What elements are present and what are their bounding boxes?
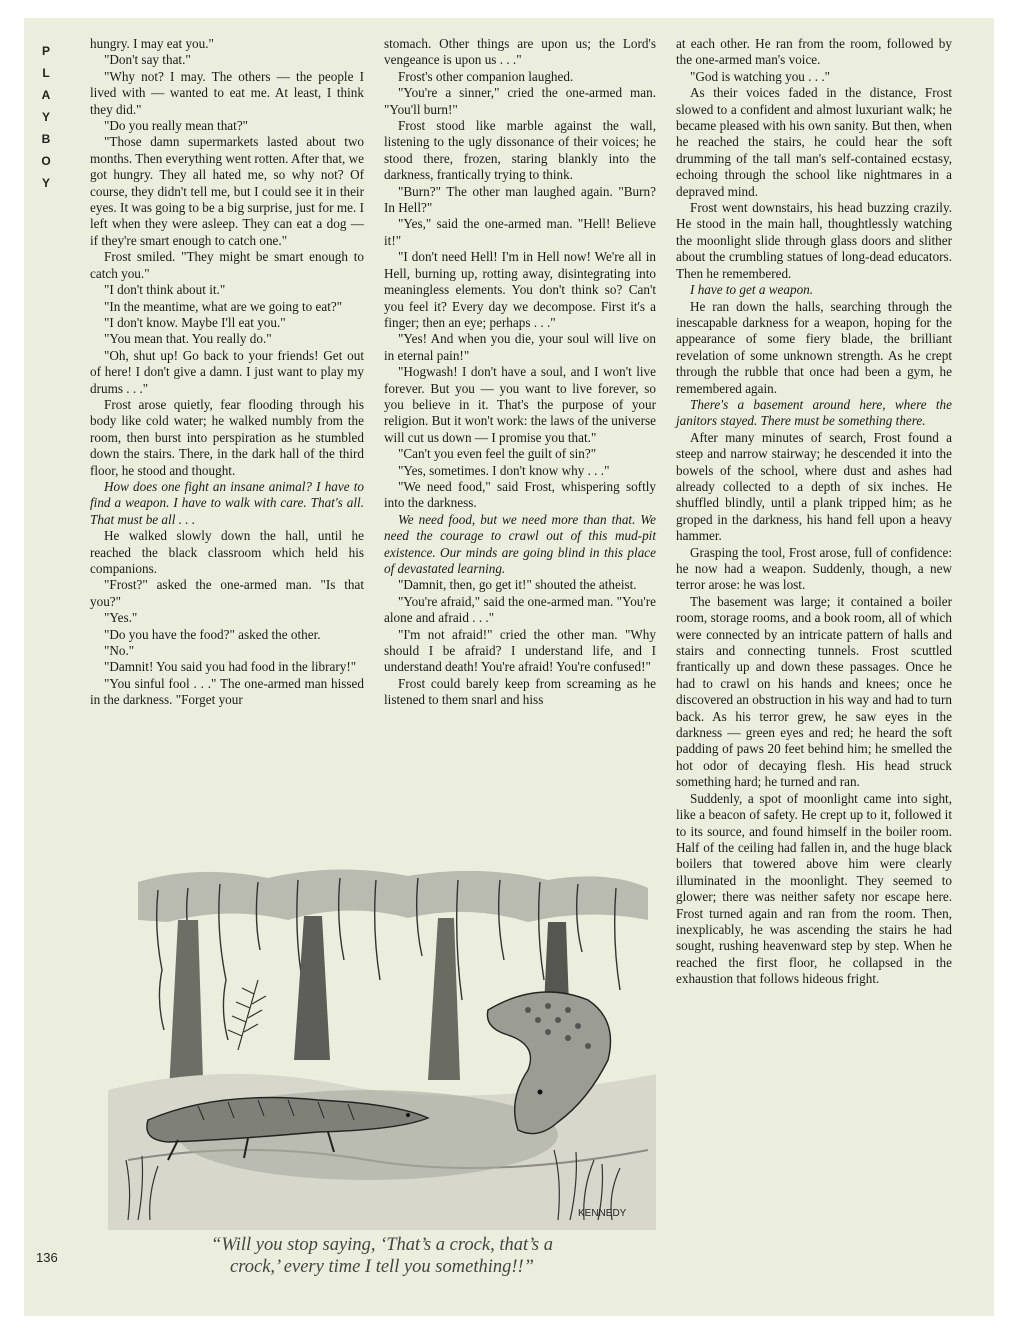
- paragraph: "You're a sinner," cried the one-armed man. "You'll burn!": [384, 85, 656, 117]
- paragraph: Frost smiled. "They might be smart enough to catch you.": [90, 249, 364, 281]
- paragraph: "Burn?" The other man laughed again. "Burn? In Hell?": [384, 183, 656, 216]
- paragraph: hungry. I may eat you.": [90, 36, 214, 51]
- paragraph: Suddenly, a spot of moonlight came into sight, like a beacon of safety. He crept up to it, followed it to its source, and found himself in the boiler room. Half of the ceiling had fallen in, and the huge black boilers that towered above him were clearly illuminated in the moonlight. They seemed to glower; there was neither safety nor escape here. Frost turned again and ran from the room. Then, inexplicably, he was ascending the stairs he had sought, rushing heavenward step by step. When he reached the first floor, he collapsed in the exhaustion that follows hideous fright.: [676, 790, 952, 987]
- paragraph: I have to get a weapon.: [690, 282, 814, 298]
- paragraph: He ran down the halls, searching through the inescapable darkness for a weapon, hoping for the appearance of some fiery blade, the brilliant revelation of some unknown strength. As he crept through the rubble that once had been a gym, he remembered again.: [676, 298, 952, 396]
- paragraph: The basement was large; it contained a boiler room, storage rooms, and a book room, all of which were connected by an intricate pattern of halls and stairs and connecting tunnels. Frost scuttled frantically up and down these passages. Once he had to crawl on his hands and knees; once he discovered an obstruction in his way and had to turn back. As his terror grew, he saw eyes in the darkness — green eyes and red; he heard the soft padding of paws 20 feet behind him; he smelled the hot odor of decaying flesh. His head struck something hard; he turned and ran.: [676, 593, 952, 790]
- paragraph: After many minutes of search, Frost found a steep and narrow stairway; he descended it into the bowels of the school, where dust and ashes had already collected to a depth of six inches. He shuffled blindly, until a plank tripped him; as he groped in the darkness, his hand fell upon a heavy hammer.: [676, 429, 952, 544]
- paragraph: "Damnit! You said you had food in the library!": [104, 659, 357, 675]
- paragraph: Frost stood like marble against the wall, listening to the ugly dissonance of their voices; he stood there, frozen, staring blankly into the darkness, frantically trying to think.: [384, 118, 656, 183]
- paragraph: "Frost?" asked the one-armed man. "Is that you?": [90, 577, 364, 609]
- paragraph: As their voices faded in the distance, Frost slowed to a confident and almost luxuriant walk; he became pleased with his own sanity. But then, when he reached the stairs, he could hear the soft drumming of the tall man's self-contained ecstasy, echoing through the school like nightmares in a depraved mind.: [676, 85, 952, 199]
- paragraph: "Those damn supermarkets lasted about two months. Then everything went rotten. After that, we got hungry. They all hated me, so why not? Of course, they didn't tell me, but I could see it in their eyes. It was going to be a big surprise, just for me. I left when they were asleep. They can eat a dog — if they're smart enough to catch one.": [90, 134, 364, 248]
- paragraph: "I don't know. Maybe I'll eat you.": [104, 314, 286, 330]
- paragraph: "You sinful fool . . ." The one-armed man hissed in the darkness. "Forget your: [90, 675, 364, 708]
- paragraph: Frost could barely keep from screaming as he listened to them snarl and hiss: [384, 675, 656, 708]
- paragraph: "Hogwash! I don't have a soul, and I won't live forever. But you — you want to live forever, so you believe in it. That's the purpose of your religion. But it won't work: the laws of the universe will cut us down — I promise you that.": [384, 364, 656, 445]
- paragraph: Frost arose quietly, fear flooding through his body like cold water; he walked numbly from the room, then burst into perspiration as he stumbled down the stairs. There, in the dark hall of the third floor, he stood and thought.: [90, 396, 364, 478]
- paragraph: "Don't say that.": [104, 52, 191, 68]
- paragraph: "Oh, shut up! Go back to your friends! Get out of here! I don't give a damn. I just want to play my drums . . .": [90, 347, 364, 396]
- paragraph: "We need food," said Frost, whispering softly into the darkness.: [384, 478, 656, 511]
- page-number: 136: [36, 1250, 58, 1265]
- paragraph: How does one fight an insane animal? I have to find a weapon. I have to walk with care. That's all. That must be all . . .: [90, 478, 364, 527]
- paragraph: He walked slowly down the hall, until he reached the black classroom which held his companions.: [90, 528, 364, 576]
- paragraph: There's a basement around here, where the janitors stayed. There must be something there.: [676, 396, 952, 429]
- cartoon-caption: [108, 1234, 656, 1278]
- paragraph: "I don't think about it.": [104, 282, 226, 298]
- paragraph: "I don't need Hell! I'm in Hell now! We're all in Hell, burning up, rotting away, disintegrating into meaningless elements. You don't think so? Can't you feel it? Every day we decompose. First it's a finger; then an eye; perhaps . . .": [384, 249, 656, 330]
- cartoon-drawing: [108, 860, 656, 1230]
- paragraph: stomach. Other things are upon us; the Lord's vengeance is upon us . . .": [384, 36, 656, 68]
- paragraph: "Damnit, then, go get it!" shouted the atheist.: [398, 577, 637, 593]
- masthead-letter: P: [41, 44, 50, 58]
- cartoonist-signature: KENNEDY: [578, 1208, 627, 1219]
- paragraph: Grasping the tool, Frost arose, full of confidence: he now had a weapon. Suddenly, though, a new terror arose: he was lost.: [676, 544, 952, 593]
- paragraph: "Yes," said the one-armed man. "Hell! Believe it!": [384, 216, 656, 248]
- masthead-letter: L: [42, 66, 50, 80]
- text-column-3: [676, 36, 952, 988]
- paragraph: We need food, but we need more than that. We need the courage to crawl out of this mud-pit existence. Our minds are going blind in this place of devastated learning.: [384, 511, 656, 576]
- cartoon-illustration: [108, 860, 656, 1230]
- paragraph: "Do you really mean that?": [104, 118, 249, 134]
- paragraph: "In the meantime, what are we going to eat?": [104, 298, 343, 314]
- paragraph: "Why not? I may. The others — the people I lived with — wanted to eat me. At least, I think they did.": [90, 68, 364, 117]
- masthead-letter: A: [41, 88, 51, 102]
- masthead-letter: Y: [41, 110, 50, 124]
- paragraph: "Yes.": [104, 610, 138, 626]
- paragraph: "God is watching you . . .": [690, 68, 831, 84]
- paragraph: "Can't you even feel the guilt of sin?": [398, 446, 597, 462]
- paragraph: at each other. He ran from the room, followed by the one-armed man's voice.: [676, 36, 952, 68]
- paragraph: "Yes! And when you die, your soul will live on in eternal pain!": [384, 331, 656, 363]
- caption-line-1: “Will you stop saying, ‘That’s a crock, that’s a: [211, 1235, 553, 1255]
- paragraph: "I'm not afraid!" cried the other man. "Why should I be afraid? I understand life, and I understand death! You're afraid! You're confused!": [384, 626, 656, 675]
- paragraph: "No.": [104, 643, 135, 659]
- paragraph: "Do you have the food?" asked the other.: [104, 626, 321, 642]
- masthead-letter: O: [41, 154, 51, 168]
- masthead-letter: B: [41, 132, 51, 146]
- text-column-1: [90, 36, 364, 709]
- text-column-2: [384, 36, 656, 709]
- paragraph: "You mean that. You really do.": [104, 331, 272, 347]
- paragraph: "Yes, sometimes. I don't know why . . .": [398, 462, 610, 478]
- paragraph: Frost's other companion laughed.: [398, 68, 574, 84]
- paragraph: "You're afraid," said the one-armed man. "You're alone and afraid . . .": [384, 593, 656, 626]
- magazine-page: [24, 18, 994, 1316]
- paragraph: Frost went downstairs, his head buzzing crazily. He stood in the main hall, thoughtlessly watching the moonlight slide through glass doors and slither about the crumbling statues of long-dead educators. Then he remembered.: [676, 200, 952, 281]
- masthead-vertical: [34, 40, 58, 194]
- caption-line-2: crock,’ every time I tell you something!!”: [230, 1257, 534, 1277]
- masthead-letter: Y: [41, 176, 50, 190]
